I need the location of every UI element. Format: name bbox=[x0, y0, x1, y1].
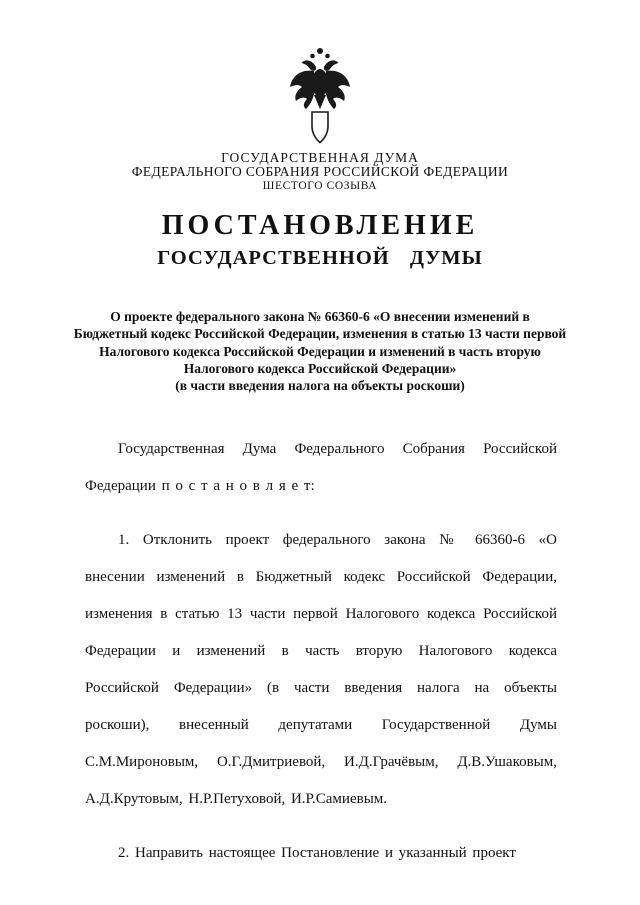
convocation-label: ШЕСТОГО СОЗЫВА bbox=[262, 180, 378, 192]
russia-coat-of-arms-icon bbox=[288, 46, 352, 144]
paragraph-item-2: 2. Направить настоящее Постановление и указанный проект bbox=[118, 845, 516, 861]
subject-text: О проекте федерального закона № 66360-6 «О внесении изменений в Бюджетный кодекс Российской Федерации, изменения в статью 13 части первой Налогового кодекса Российской Федерации и изменений в часть вторую Налогового кодекса Российской Федерации» bbox=[73, 309, 567, 376]
paragraph-item-1: 1. Отклонить проект федерального закона № 66360-6 «О внесении изменений в Бюджетный кодекс Российской Федерации, изменения в статью 13 части первой Налогового кодекса Российской Федерации и изменений в часть вторую Налогового кодекса Российской Федерации» (в части введения налога на объекты роскоши), внесенный депутатами Государственной Думы С.М.Мироновым, О.Г.Дмитриевой, И.Д.Грачёвым, Д.В.Ушаковым, А.Д.Крутовым, Н.Р.Петуховой, И.Р.Самиевым. bbox=[85, 532, 557, 807]
document-type-title: ПОСТАНОВЛЕНИЕ bbox=[161, 210, 479, 241]
double-headed-eagle-icon bbox=[288, 46, 352, 144]
org-subtitle: ФЕДЕРАЛЬНОГО СОБРАНИЯ РОССИЙСКОЙ ФЕДЕРАЦИИ bbox=[131, 164, 509, 179]
subject-note: (в части введения налога на объекты роскоши) bbox=[175, 378, 465, 394]
paragraph-preamble: Государственная Дума Федерального Собрания Российской Федерации п о с т а н о в л я е т: bbox=[85, 441, 557, 494]
subject-block bbox=[72, 308, 568, 394]
document-type-subtitle: ГОСУДАРСТВЕННОЙ ДУМЫ bbox=[157, 247, 483, 269]
letterhead bbox=[0, 151, 640, 193]
org-name: ГОСУДАРСТВЕННАЯ ДУМА bbox=[221, 150, 419, 165]
document-body bbox=[85, 431, 557, 872]
